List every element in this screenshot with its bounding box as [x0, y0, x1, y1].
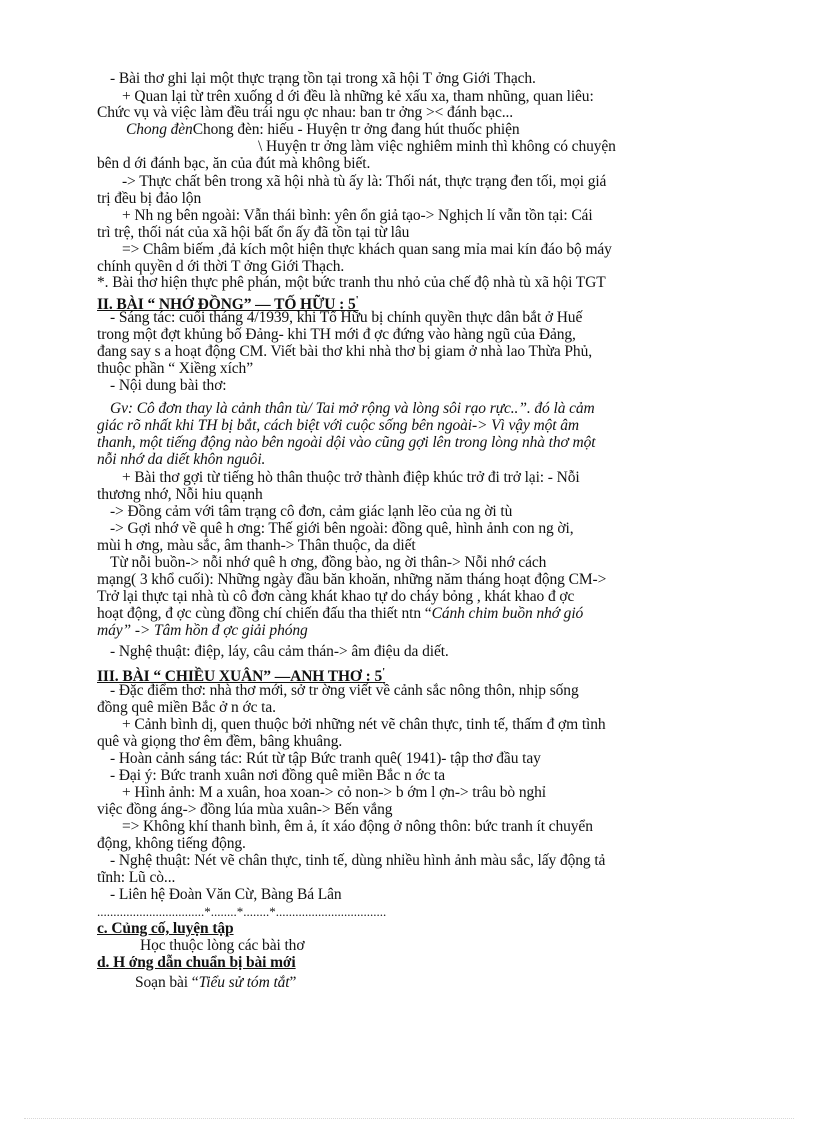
text-line: - Hoàn cảnh sáng tác: Rút từ tập Bức tranh quê( 1941)- tập thơ đầu tay [110, 750, 541, 767]
text-line: -> Đồng cảm với tâm trạng cô đơn, cảm giác lạnh lẽo của ng ời tù [110, 503, 513, 520]
text-line [135, 974, 735, 991]
text-line [126, 121, 750, 138]
text-line: thương nhớ, Nỗi hiu quạnh [97, 486, 263, 503]
text-line: trong một đợt khủng bố Đảng- khi TH mới đ ợc đứng vào hàng ngũ của Đảng, [97, 326, 576, 343]
italic-line: giác rõ nhất khi TH bị bắt, cách biệt với cuộc sống bên ngoài-> Vì vậy một âm [97, 417, 579, 434]
text-line: + Hình ảnh: M a xuân, hoa xoan-> cỏ non-> b ớm l ợn-> trâu bò nghỉ [122, 784, 547, 801]
italic-title: Tiểu sử tóm tắt [198, 974, 290, 991]
text-run: hoạt động, đ ợc cùng đồng chí chiến đấu tha thiết ntn “ [97, 605, 432, 622]
italic-line: thanh, một tiếng động nào bên ngoài dội vào cũng gợi lên trong lòng nhà thơ một [97, 434, 596, 451]
text-line: + Cảnh bình dị, quen thuộc bởi những nét vẽ chân thực, tinh tế, thấm đ ợm tình [122, 716, 606, 733]
italic-term: Chong đèn [126, 121, 193, 138]
text-line: - Nội dung bài thơ: [110, 377, 227, 394]
section-heading-c: c. Củng cố, luyện tập [97, 920, 234, 937]
text-line: mạng( 3 khổ cuối): Những ngày đầu băn khoăn, những năm tháng hoạt động CM-> [97, 571, 607, 588]
text-line: - Nghệ thuật: Nét vẽ chân thực, tinh tế, dùng nhiều hình ảnh màu sắc, lấy động tả [110, 852, 606, 869]
text-line: quê và giọng thơ êm đềm, bâng khuâng. [97, 733, 343, 750]
text-line: \ Huyện tr ởng làm việc nghiêm minh thì không có chuyện [258, 138, 616, 155]
text-line [97, 622, 747, 639]
text-line: *. Bài thơ hiện thực phê phán, một bức tranh thu nhỏ của chế độ nhà tù xã hội TGT [97, 274, 606, 291]
text-line: -> Gợi nhớ về quê h ơng: Thế giới bên ngoài: đồng quê, hình ảnh con ng ời, [110, 520, 574, 537]
page-footer-border [24, 1118, 794, 1120]
text-line: tĩnh: Lũ cò... [97, 869, 176, 886]
text-line: động, không tiếng động. [97, 835, 246, 852]
text-line: trì trệ, thối nát của xã hội bất ổn ấy đã tồn tại từ lâu [97, 224, 410, 241]
text-line: + Quan lại từ trên xuống d ới đều là những kẻ xấu xa, tham nhũng, quan liêu: [122, 88, 594, 105]
text-line: - Liên hệ Đoàn Văn Cừ, Bàng Bá Lân [110, 886, 342, 903]
section-heading-2: II. BÀI “ NHỚ ĐỒNG” — TỐ HỮU : 5' [97, 294, 359, 314]
text-run: máy” -> Tâm hồn đ ợc giải phóng [97, 622, 308, 639]
italic-line: nỗi nhớ da diết khôn nguôi. [97, 451, 266, 468]
section-heading-d: d. H ớng dẫn chuẩn bị bài mới [97, 954, 296, 971]
text-line: trị đều bị đảo lộn [97, 190, 202, 207]
text-line: chính quyền d ới thời T ởng Giới Thạch. [97, 258, 345, 275]
text-line: mùi h ơng, màu sắc, âm thanh-> Thân thuộc, da diết [97, 537, 416, 554]
italic-quote: Cánh chim buồn nhớ gió [431, 605, 584, 622]
separator-dots: .................................*........*........*.................................. [97, 904, 387, 919]
text-line: Trở lại thực tại nhà tù cô đơn càng khát khao tự do cháy bỏng , khát khao đ ợc [97, 588, 575, 605]
text-line: thuộc phần “ Xiềng xích” [97, 360, 253, 377]
text-line: - Đặc điểm thơ: nhà thơ mới, sở tr ờng viết về cảnh sắc nông thôn, nhịp sống [110, 682, 579, 699]
text-line: Chức vụ và việc làm đều trái ngu ợc nhau: ban tr ởng >< đánh bạc... [97, 104, 514, 121]
text-line: - Sáng tác: cuối tháng 4/1939, khi Tố Hữu bị chính quyền thực dân bắt ở Huế [110, 309, 583, 326]
text-line: => Không khí thanh bình, êm ả, ít xáo động ở nông thôn: bức tranh ít chuyển [122, 818, 593, 835]
text-line: => Châm biếm ,đả kích một hiện thực khách quan sang mỉa mai kín đáo bộ máy [122, 241, 612, 258]
text-line: + Bài thơ gợi từ tiếng hò thân thuộc trở thành điệp khúc trở đi trở lại: - Nỗi [122, 469, 580, 486]
section-heading-3: III. BÀI “ CHIỀU XUÂN” —ANH THƠ : 5' [97, 666, 386, 686]
text-line: - Đại ý: Bức tranh xuân nơi đồng quê miền Bắc n ớc ta [110, 767, 446, 784]
text-line: + Nh ng bên ngoài: Vẫn thái bình: yên ổn giả tạo-> Nghịch lí vẫn tồn tại: Cái [122, 207, 593, 224]
text-line: - Bài thơ ghi lại một thực trạng tồn tại trong xã hội T ởng Giới Thạch. [110, 70, 536, 87]
text-line: Học thuộc lòng các bài thơ [140, 937, 305, 954]
italic-line: Gv: Cô đơn thay là cảnh thân tù/ Tai mở rộng và lòng sôi rạo rực..”. đó là cảm [110, 400, 595, 417]
text-line: việc đồng áng-> đồng lúa mùa xuân-> Bến vắng [97, 801, 393, 818]
text-line: - Nghệ thuật: điệp, láy, câu cảm thán-> âm điệu da diết. [110, 643, 449, 660]
text-run: Chong đèn: hiếu - Huyện tr ởng đang hút thuốc phiện [192, 121, 520, 138]
text-line: đồng quê miền Bắc ở n ớc ta. [97, 699, 276, 716]
text-line: đang say s a hoạt động CM. Viết bài thơ khi nhà thơ bị giam ở nhà lao Thừa Phủ, [97, 343, 592, 360]
text-line: -> Thực chất bên trong xã hội nhà tù ấy là: Thối nát, thực trạng đen tối, mọi giá [122, 173, 607, 190]
text-line: bên d ới đánh bạc, ăn của đút mà không biết. [97, 155, 371, 172]
text-line: Từ nỗi buồn-> nỗi nhớ quê h ơng, đồng bào, ng ời thân-> Nỗi nhớ cách [110, 554, 547, 571]
text-run: ” [289, 974, 297, 991]
text-run: Soạn bài “ [135, 974, 199, 991]
text-line [97, 605, 747, 622]
